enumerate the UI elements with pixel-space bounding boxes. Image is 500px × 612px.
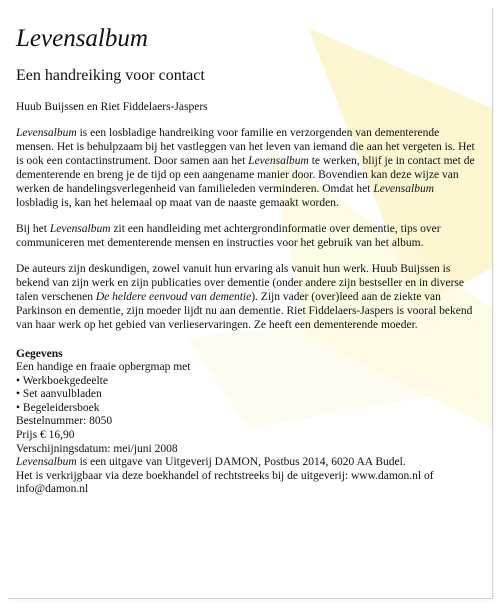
auteurs-paragraph [16,262,478,332]
bullet-item: • Begeleidersboek [16,401,100,414]
handleiding-text-1: Bij het [16,223,50,235]
book-title-italic: Levensalbum [49,223,111,235]
intro-text-1: is een losbladige handreiking voor familie en verzorgenden van dementerende mensen. Het is behulpzaam bij het vastleggen van het leven van iemand die aan het vergeten is. Het is ook een contactinstrument. Door samen aan het [16,127,475,167]
book-title-italic: Levensalbum [373,183,435,195]
publisher-text: is een uitgave van Uitgeverij DAMON, Postbus 2014, 6020 AA Budel. [76,456,406,469]
release-date: Verschijningsdatum: mei/juni 2008 [16,442,178,455]
page-frame [8,8,493,599]
handleiding-text-2: zit een handleiding met achtergrondinformatie over dementie, tips over communiceren met dementerende mensen en instructies voor het gebruik van het album. [16,223,441,249]
gegevens-intro: Een handige en fraaie opbergmap met [16,361,191,373]
intro-text-2: te werken, blijf je in contact met de dementerende en breng je de tijd op een aangename manier door. Bovendien kan deze wijze van werken de handelingsverlegenheid van familieleden verminderen. Omdat het [16,155,475,195]
order-number: Bestelnummer: 8050 [16,415,113,428]
authors-line: Huub Buijssen en Riet Fiddelaers-Jaspers [16,101,208,113]
intro-paragraph [16,126,478,210]
contact-email: info@damon.nl [16,483,89,496]
bullet-item: • Set aanvulbladen [16,388,102,401]
page-subtitle: Een handreiking voor contact [16,67,205,84]
auteurs-text-2: ). Zijn vader (over)leed aan de ziekte van Parkinson en dementie, zijn moeder lijdt nu aan dementie. Riet Fiddelaers-Jaspers is vooral bekend van haar werk op het gebied van verlieservaringen. Ze heeft een dementerende moeder. [16,291,473,331]
price: Prijs € 16,90 [16,428,75,441]
book-title-italic: Levensalbum [16,456,77,469]
publisher-line [16,456,478,470]
article [8,24,478,497]
availability-line: Het is verkrijgbaar via deze boekhandel of rechtstreeks bij de uitgeverij: www.damon.nl of [16,469,434,482]
intro-text-3: losbladig is, kan het helemaal op maat van de naaste gemaakt worden. [16,197,339,209]
bullet-item: • Werkboekgedeelte [16,374,108,387]
referenced-book-title: De heldere eenvoud van dementie [95,291,252,303]
gegevens-heading: Gegevens [16,348,63,360]
book-title-italic: Levensalbum [16,127,77,139]
handleiding-paragraph [16,222,478,250]
auteurs-text-1: De auteurs zijn deskundigen, zowel vanuit hun ervaring als vanuit hun werk. Huub Buijssen is bekend van zijn werk en zijn publicaties over dementie (onder andere zijn bestseller en in diverse talen verschenen [16,263,465,303]
page-title: Levensalbum [16,25,148,52]
book-title-italic: Levensalbum [248,155,309,167]
